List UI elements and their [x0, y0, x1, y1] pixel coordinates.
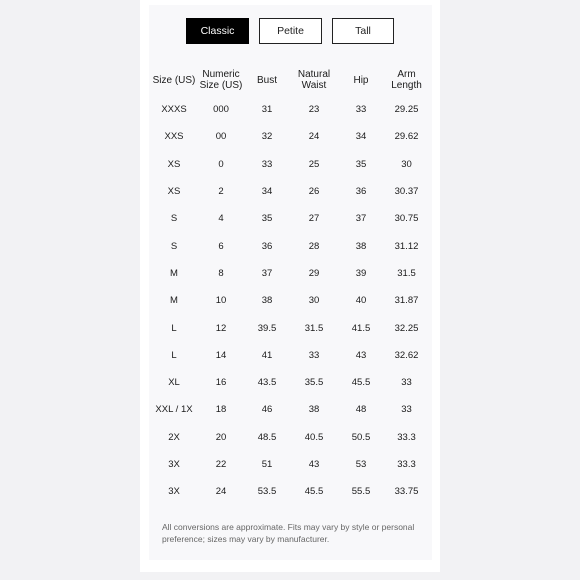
- table-row: [151, 232, 430, 259]
- table-body: [151, 96, 430, 505]
- cell-hip: 40: [355, 295, 367, 307]
- cell-hip: 53: [355, 459, 367, 470]
- cell-natural-waist: 33: [308, 349, 320, 361]
- cell-hip: 36: [355, 186, 367, 198]
- table-row: [151, 260, 430, 287]
- cell-bust: 37: [261, 267, 273, 279]
- cell-numeric-size: 24: [215, 486, 227, 498]
- cell-size: XXS: [164, 131, 184, 143]
- cell-bust: 33: [261, 158, 273, 170]
- cell-numeric-size: 2: [218, 186, 224, 198]
- cell-hip: 34: [355, 131, 367, 143]
- cell-hip: 43: [355, 349, 367, 361]
- cell-bust: 38: [261, 295, 273, 307]
- cell-bust: 34: [261, 186, 273, 198]
- cell-bust: 51: [261, 459, 273, 470]
- cell-arm-length: 30.37: [394, 186, 419, 198]
- cell-arm-length: 32.25: [394, 322, 419, 334]
- tab-classic[interactable]: Classic: [186, 18, 249, 44]
- cell-natural-waist: 28: [308, 240, 320, 252]
- cell-arm-length: 33.75: [394, 486, 419, 498]
- table-row: [151, 151, 430, 178]
- cell-hip: 35: [355, 158, 367, 170]
- cell-arm-length: 31.5: [397, 267, 416, 279]
- size-chart-table: [151, 64, 430, 505]
- cell-size: M: [170, 267, 178, 279]
- header-bust: Bust: [256, 74, 277, 86]
- cell-hip: 39: [355, 267, 367, 279]
- cell-size: S: [170, 240, 178, 252]
- cell-natural-waist: 38: [308, 404, 320, 416]
- cell-size: XS: [167, 186, 181, 198]
- fit-tabs: [186, 18, 394, 44]
- cell-numeric-size: 6: [218, 240, 224, 252]
- cell-hip: 48: [355, 404, 367, 416]
- cell-natural-waist: 25: [308, 158, 320, 170]
- cell-numeric-size: 10: [215, 295, 227, 307]
- table-row: [151, 451, 430, 478]
- cell-arm-length: 33: [401, 377, 412, 389]
- cell-hip: 38: [355, 240, 367, 252]
- cell-natural-waist: 30: [308, 295, 320, 307]
- cell-bust: 46: [261, 404, 273, 416]
- cell-size: XXL / 1X: [155, 404, 193, 416]
- cell-hip: 33: [355, 104, 367, 116]
- header-numeric-size: Numeric Size (US): [199, 69, 243, 91]
- cell-arm-length: 33.3: [397, 459, 416, 470]
- cell-arm-length: 30.75: [394, 213, 419, 225]
- cell-numeric-size: 00: [215, 131, 227, 143]
- cell-bust: 36: [261, 240, 273, 252]
- table-row: [151, 96, 430, 123]
- table-header-row: [151, 64, 430, 96]
- cell-arm-length: 30: [401, 158, 412, 170]
- cell-hip: 55.5: [351, 486, 371, 498]
- table-row: [151, 314, 430, 341]
- cell-arm-length: 29.62: [394, 131, 419, 143]
- footnote: All conversions are approximate. Fits may vary by style or personal preference; sizes may vary by manufacturer.: [162, 522, 415, 544]
- header-natural-waist: Natural Waist: [297, 69, 331, 91]
- table-row: [151, 205, 430, 232]
- cell-arm-length: 31.12: [394, 240, 419, 252]
- cell-natural-waist: 29: [308, 267, 320, 279]
- header-hip: Hip: [353, 74, 369, 86]
- cell-bust: 35: [261, 213, 273, 225]
- cell-numeric-size: 22: [215, 459, 227, 470]
- table-row: [151, 178, 430, 205]
- cell-bust: 31: [261, 104, 273, 116]
- cell-numeric-size: 0: [218, 158, 224, 170]
- table-row: [151, 424, 430, 451]
- cell-numeric-size: 8: [218, 267, 224, 279]
- cell-natural-waist: 31.5: [304, 322, 324, 334]
- cell-natural-waist: 24: [308, 131, 320, 143]
- table-row: [151, 369, 430, 396]
- cell-hip: 50.5: [351, 431, 371, 443]
- cell-bust: 41: [261, 349, 273, 361]
- cell-size: 3X: [168, 486, 180, 498]
- cell-numeric-size: 14: [215, 349, 227, 361]
- cell-hip: 41.5: [351, 322, 371, 334]
- cell-arm-length: 32.62: [394, 349, 419, 361]
- cell-natural-waist: 45.5: [304, 486, 324, 498]
- cell-size: 2X: [168, 431, 180, 443]
- cell-arm-length: 33.3: [397, 431, 416, 443]
- cell-natural-waist: 35.5: [304, 377, 324, 389]
- cell-bust: 53.5: [257, 486, 277, 498]
- header-arm-length: Arm Length: [391, 69, 422, 91]
- header-size: Size (US): [152, 74, 196, 86]
- cell-size: M: [170, 295, 178, 307]
- cell-hip: 37: [355, 213, 367, 225]
- cell-size: L: [171, 322, 177, 334]
- cell-natural-waist: 26: [308, 186, 320, 198]
- cell-bust: 39.5: [257, 322, 277, 334]
- cell-bust: 43.5: [257, 377, 277, 389]
- cell-natural-waist: 27: [308, 213, 320, 225]
- cell-arm-length: 29.25: [394, 104, 419, 116]
- cell-size: L: [171, 349, 177, 361]
- cell-size: 3X: [168, 459, 180, 470]
- cell-bust: 48.5: [257, 431, 277, 443]
- cell-numeric-size: 12: [215, 322, 227, 334]
- cell-size: XXXS: [161, 104, 187, 116]
- table-row: [151, 478, 430, 505]
- table-row: [151, 123, 430, 150]
- cell-arm-length: 33: [401, 404, 412, 416]
- cell-numeric-size: 16: [215, 377, 227, 389]
- cell-natural-waist: 23: [308, 104, 320, 116]
- tab-petite[interactable]: Petite: [259, 18, 322, 44]
- table-row: [151, 287, 430, 314]
- tab-tall[interactable]: Tall: [332, 18, 394, 44]
- cell-natural-waist: 40.5: [304, 431, 324, 443]
- cell-numeric-size: 4: [218, 213, 224, 225]
- table-row: [151, 396, 430, 423]
- cell-hip: 45.5: [351, 377, 371, 389]
- cell-natural-waist: 43: [308, 459, 320, 470]
- cell-arm-length: 31.87: [394, 295, 419, 307]
- cell-numeric-size: 000: [213, 104, 229, 116]
- cell-size: XL: [168, 377, 180, 389]
- table-row: [151, 342, 430, 369]
- cell-size: S: [170, 213, 178, 225]
- cell-numeric-size: 20: [215, 431, 227, 443]
- cell-numeric-size: 18: [215, 404, 227, 416]
- cell-size: XS: [167, 158, 181, 170]
- cell-bust: 32: [261, 131, 273, 143]
